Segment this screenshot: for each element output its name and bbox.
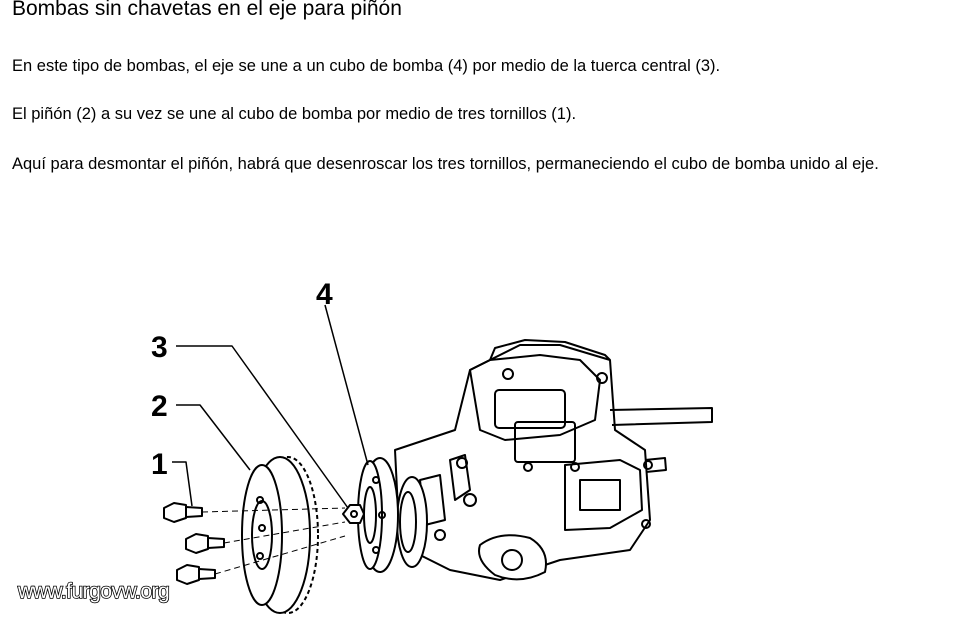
callout-4: 4 (316, 278, 333, 311)
paragraph-removal-instructions: Aquí para desmontar el piñón, habrá que desenroscar los tres tornillos, permaneciendo el cubo de bomba unido al eje. (12, 155, 879, 173)
callout-3: 3 (151, 331, 168, 364)
page-title: Bombas sin chavetas en el eje para piñón (12, 0, 402, 20)
watermark: www.furgovw.org (18, 580, 170, 603)
callout-2: 2 (151, 390, 168, 423)
pump-exploded-diagram (0, 260, 977, 617)
bolt-middle (186, 534, 224, 553)
callout-1: 1 (151, 448, 168, 481)
pump-flange (397, 477, 427, 567)
paragraph-hub-nut: En este tipo de bombas, el eje se une a un cubo de bomba (4) por medio de la tuerca central (3). (12, 57, 721, 75)
injection-pump-body (395, 340, 712, 580)
central-nut (343, 505, 364, 523)
paragraph-sprocket-bolts: El piñón (2) a su vez se une al cubo de bomba por medio de tres tornillos (1). (12, 105, 577, 123)
sprocket-bolts (164, 503, 224, 584)
bolt-top (164, 503, 202, 522)
timing-sprocket (242, 457, 318, 613)
bolt-bottom (177, 565, 215, 584)
